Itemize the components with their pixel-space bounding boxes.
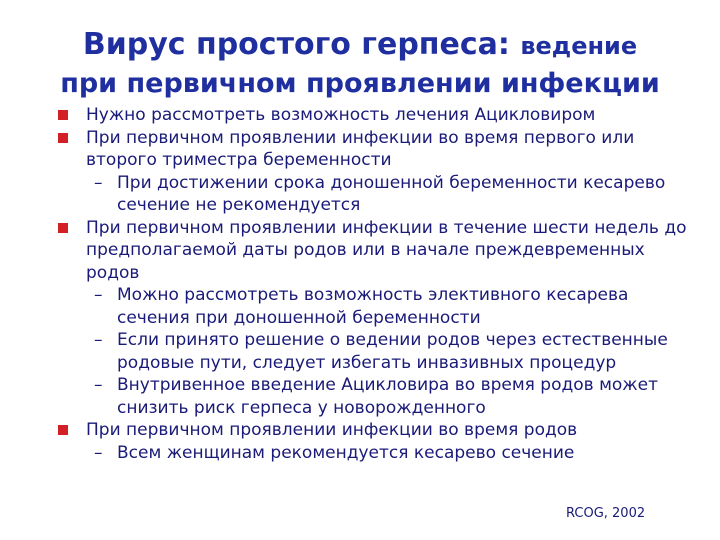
square-bullet-icon	[58, 223, 68, 233]
dash-bullet-icon: –	[94, 285, 103, 305]
square-bullet-icon	[58, 133, 68, 143]
bullet-list	[58, 104, 698, 464]
title-line-1	[0, 26, 720, 65]
sub-bullet-text: Внутривенное введение Ацикловира во время родов может снизить риск герпеса у новорожденного	[117, 375, 658, 418]
sub-bullet-item	[58, 329, 698, 374]
sub-bullet-text: Всем женщинам рекомендуется кесарево сечение	[117, 442, 575, 463]
title-main: Вирус простого герпеса:	[82, 27, 510, 62]
sub-bullet-text: Можно рассмотреть возможность элективного кесарева сечения при доношенной беременности	[117, 285, 629, 328]
bullet-text: При первичном проявлении инфекции в течение шести недель до предполагаемой даты родов или в начале преждевременных родов	[86, 217, 687, 283]
sub-bullet-item	[58, 284, 698, 329]
title-line-2: при первичном проявлении инфекции	[60, 68, 660, 99]
sub-bullet-item	[58, 374, 698, 419]
sub-bullet-item	[58, 172, 698, 217]
bullet-item	[58, 104, 698, 127]
dash-bullet-icon: –	[94, 375, 103, 395]
dash-bullet-icon: –	[94, 442, 103, 463]
square-bullet-icon	[58, 110, 68, 120]
sub-bullet-item	[58, 442, 698, 465]
bullet-item	[58, 127, 698, 172]
title-small: ведение	[520, 32, 638, 60]
citation: RCOG, 2002	[566, 506, 646, 521]
bullet-text: При первичном проявлении инфекции во время родов	[86, 420, 578, 440]
bullet-item	[58, 419, 698, 442]
bullet-text: Нужно рассмотреть возможность лечения Ацикловиром	[86, 105, 596, 125]
dash-bullet-icon: –	[94, 330, 103, 350]
sub-bullet-text: При достижении срока доношенной беременности кесарево сечение не рекомендуется	[117, 172, 666, 215]
sub-bullet-text: Если принято решение о ведении родов через естественные родовые пути, следует избегать инвазивных процедур	[117, 330, 668, 373]
square-bullet-icon	[58, 425, 68, 435]
dash-bullet-icon: –	[94, 172, 103, 193]
bullet-item	[58, 217, 698, 285]
bullet-text: При первичном проявлении инфекции во время первого или второго триместра беременности	[86, 127, 635, 170]
slide-title	[0, 26, 720, 102]
